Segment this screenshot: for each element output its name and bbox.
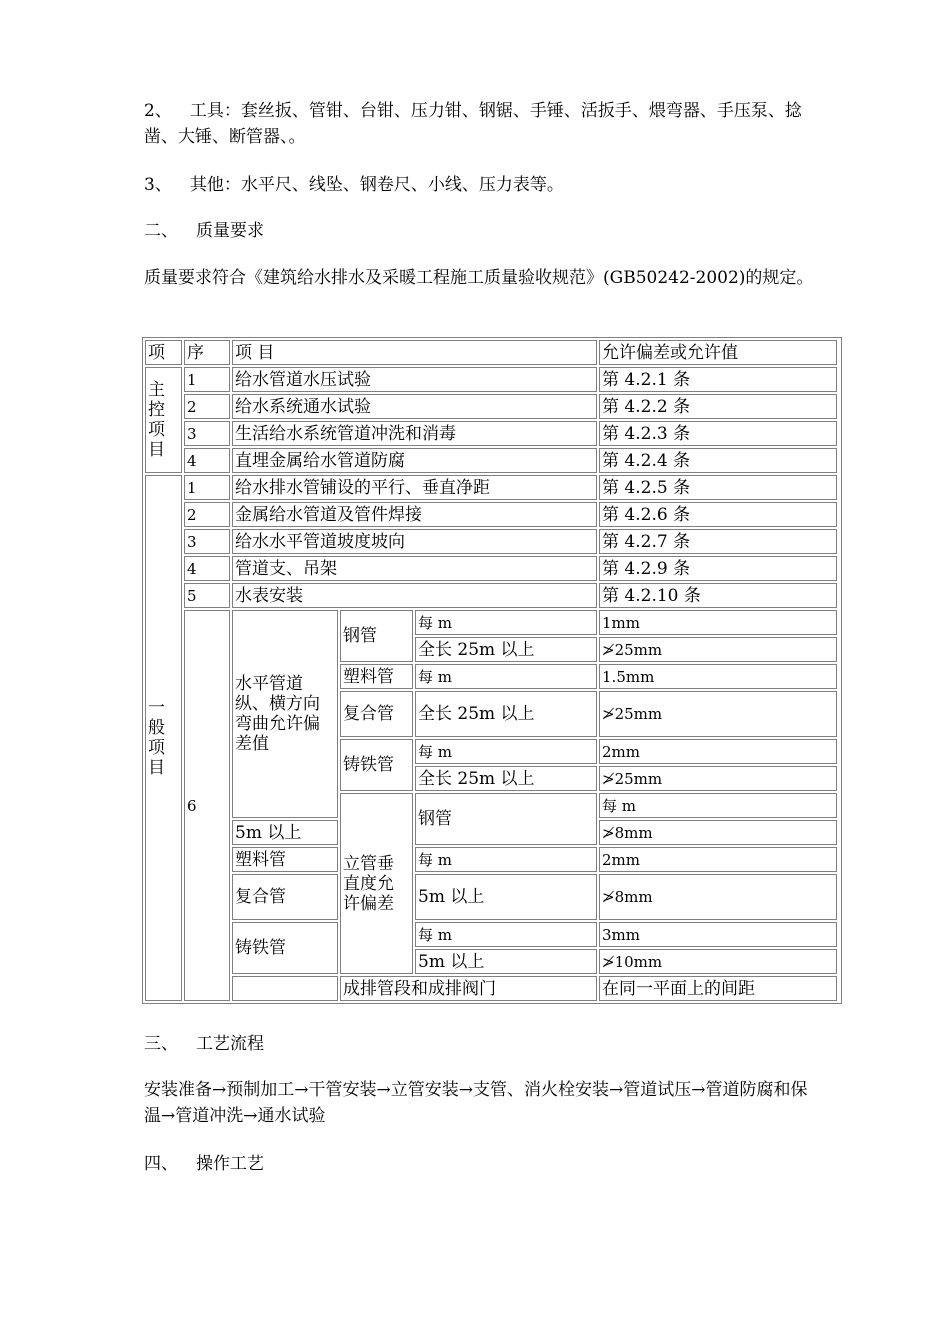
table-row: 5m 以上 ≯8mm — [145, 820, 839, 845]
table-row: 2 给水系统通水试验 第 4.2.2 条 — [145, 394, 839, 419]
others-paragraph: 3、 其他：水平尺、线坠、钢卷尺、小线、压力表等。 — [144, 175, 564, 195]
table-row: 4 管道支、吊架 第 4.2.9 条 — [145, 556, 839, 581]
table-row: 全长 25m 以上 ≯25mm — [145, 637, 839, 662]
section-2-heading: 二、 质量要求 — [144, 221, 264, 241]
table-row: 立管垂直度允许偏差 钢管 每 m — [145, 793, 839, 818]
table-row: 塑料管 每 m 2mm — [145, 847, 839, 872]
header-category: 项 — [145, 340, 182, 365]
vertical-label: 立管垂直度允许偏差 — [340, 793, 413, 974]
table-row: 2 金属给水管道及管件焊接 第 4.2.6 条 — [145, 502, 839, 527]
section-3-heading: 三、 工艺流程 — [144, 1034, 264, 1054]
quality-table — [142, 337, 842, 1004]
table-row: 铸铁管 每 m 2mm — [145, 739, 839, 764]
table-row: 5m 以上 ≯10mm — [145, 949, 839, 974]
table-row: 4 直埋金属给水管道防腐 第 4.2.4 条 — [145, 448, 839, 473]
table-header-row — [145, 340, 839, 365]
table-row: 塑料管 每 m 1.5mm — [145, 664, 839, 689]
table-row: 3 生活给水系统管道冲洗和消毒 第 4.2.3 条 — [145, 421, 839, 446]
header-value: 允许偏差或允许值 — [599, 340, 837, 365]
quality-paragraph: 质量要求符合《建筑给水排水及采暖工程施工质量验收规范》(GB50242-2002)的规定。 — [144, 268, 814, 288]
horizontal-label: 水平管道纵、横方向弯曲允许偏差值 — [232, 610, 338, 818]
table-row: 6 水平管道纵、横方向弯曲允许偏差值 钢管 每 m 1mm — [145, 610, 839, 635]
table-row: 全长 25m 以上 ≯25mm — [145, 766, 839, 791]
section-4-heading: 四、 操作工艺 — [144, 1154, 264, 1174]
table-row: 5 水表安装 第 4.2.10 条 — [145, 583, 839, 608]
table-row: 3 给水水平管道坡度坡向 第 4.2.7 条 — [145, 529, 839, 554]
main-group-label: 主控项目 — [145, 367, 182, 473]
row6-seq: 6 — [184, 610, 230, 1001]
table-row: 一般项目 1 给水排水管铺设的平行、垂直净距 第 4.2.5 条 — [145, 475, 839, 500]
general-group-label: 一般项目 — [145, 475, 182, 1001]
flow-paragraph: 安装准备→预制加工→干管安装→立管安装→支管、消火栓安装→管道试压→管道防腐和保温→管道冲洗→通水试验 — [144, 1080, 808, 1126]
table-row: 复合管 5m 以上 ≯8mm — [145, 874, 839, 920]
table-row: 主控项目 1 给水管道水压试验 第 4.2.1 条 — [145, 367, 839, 392]
table-row: 铸铁管 每 m 3mm — [145, 922, 839, 947]
table-row: 成排管段和成排阀门 在同一平面上的间距 — [145, 976, 839, 1001]
header-seq: 序 — [184, 340, 230, 365]
tools-paragraph: 2、 工具：套丝扳、管钳、台钳、压力钳、钢锯、手锤、活扳手、煨弯器、手压泵、捻凿、大锤、断管器、。 — [144, 101, 802, 147]
table-row: 复合管 全长 25m 以上 ≯25mm — [145, 691, 839, 737]
header-item: 项 目 — [232, 340, 597, 365]
